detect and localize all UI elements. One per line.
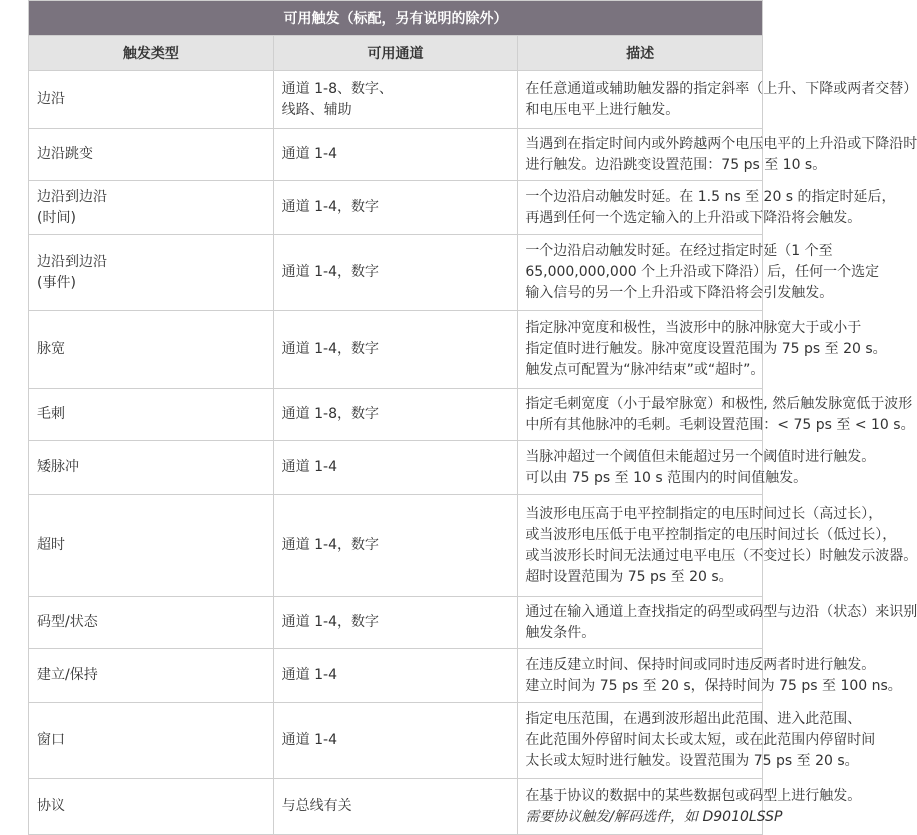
channels-cell-line: 通道 1-4 <box>281 667 337 683</box>
description-cell <box>518 311 887 389</box>
trigger-type-cell <box>29 649 274 703</box>
trigger-type-cell-line: (事件) <box>37 274 76 291</box>
table-row <box>29 71 763 129</box>
description-cell <box>518 71 917 129</box>
trigger-type-cell-line: 毛刺 <box>37 406 65 422</box>
trigger-type-cell <box>29 389 274 441</box>
description-cell-line: 或当波形长时间无法通过电平电压（不变过长）时触发示波器。 <box>525 547 917 564</box>
channels-cell-line: 通道 1-4，数字 <box>281 199 379 215</box>
trigger-type-cell-line: 建立/保持 <box>37 667 98 683</box>
trigger-type-cell-line: 边沿跳变 <box>37 146 93 162</box>
channels-cell <box>273 181 518 235</box>
trigger-type-cell <box>29 235 274 311</box>
description-cell-line: 指定脉冲宽度和极性，当波形中的脉冲脉宽大于或小于 <box>525 320 862 336</box>
description-cell-line: 通过在输入通道上查找指定的码型或码型与边沿（状态）来识别 <box>525 603 917 620</box>
channels-cell <box>273 235 518 311</box>
description-cell-line: 在任意通道或辅助触发器的指定斜率（上升、下降或两者交替） <box>525 80 917 97</box>
channels-cell-line: 通道 1-4，数字 <box>281 341 379 357</box>
description-cell <box>518 703 876 779</box>
table-row <box>29 779 763 835</box>
trigger-type-cell <box>29 71 274 129</box>
trigger-type-cell <box>29 181 274 235</box>
trigger-type-cell-line: 矮脉冲 <box>37 459 79 475</box>
description-cell <box>518 235 880 311</box>
description-cell <box>518 649 902 703</box>
description-cell <box>518 597 917 649</box>
header-trigger-type: 触发类型 <box>29 36 274 71</box>
description-cell-line: 指定毛刺宽度（小于最窄脉宽）和极性, 然后触发脉宽低于波形 <box>525 395 913 412</box>
table-header-row <box>29 36 763 71</box>
channels-cell-line: 通道 1-4 <box>281 459 337 475</box>
description-cell-line: 65,000,000,000 个上升沿或下降沿）后，任何一个选定 <box>525 264 880 280</box>
table-row <box>29 441 763 495</box>
trigger-type-cell-line: 超时 <box>37 537 65 553</box>
trigger-type-cell <box>29 703 274 779</box>
table-row <box>29 235 763 311</box>
description-cell-line: 当波形电压高于电平控制指定的电压时间过长（高过长）， <box>525 505 883 522</box>
trigger-type-cell <box>29 597 274 649</box>
description-cell <box>518 495 917 597</box>
description-cell-line: 当脉冲超过一个阈值但未能超过另一个阈值时进行触发。 <box>525 448 876 465</box>
channels-cell <box>273 495 518 597</box>
description-cell-line: 一个边沿启动触发时延。在 1.5 ns 至 20 s 的指定时延后， <box>525 188 896 205</box>
channels-cell-line: 通道 1-4 <box>281 146 337 162</box>
trigger-table-container <box>28 0 917 835</box>
channels-cell-line: 通道 1-4 <box>281 732 337 748</box>
table-row <box>29 495 763 597</box>
trigger-type-cell-line: 协议 <box>37 798 65 814</box>
description-cell <box>518 779 862 835</box>
table-title-row <box>29 1 763 36</box>
table-title: 可用触发（标配，另有说明的除外） <box>29 1 763 36</box>
trigger-type-cell-line: 码型/状态 <box>37 614 98 630</box>
table-row <box>29 597 763 649</box>
trigger-type-cell <box>29 441 274 495</box>
channels-cell-line: 与总线有关 <box>281 798 352 814</box>
description-cell-line: 太长或太短时进行触发。设置范围为 75 ps 至 20 s。 <box>525 753 859 769</box>
description-cell-line: 输入信号的另一个上升沿或下降沿将会引发触发。 <box>525 285 834 301</box>
table-row <box>29 389 763 441</box>
description-cell-line: 超时设置范围为 75 ps 至 20 s。 <box>525 568 733 585</box>
description-cell <box>518 389 915 441</box>
channels-cell-line: 线路、辅助 <box>281 101 352 118</box>
description-cell-line: 当遇到在指定时间内或外跨越两个电压电平的上升沿或下降沿时 <box>525 135 917 152</box>
option-note: 需要协议触发/解码选件，如 D9010LSSP <box>525 808 783 825</box>
description-cell <box>518 129 917 181</box>
channels-cell-line: 通道 1-4，数字 <box>281 537 379 553</box>
channels-cell <box>273 311 518 389</box>
channels-cell <box>273 703 518 779</box>
trigger-type-cell-line: 边沿 <box>37 91 65 107</box>
description-cell-line: 和电压电平上进行触发。 <box>525 101 680 118</box>
channels-cell <box>273 779 518 835</box>
trigger-table <box>28 0 917 835</box>
channels-cell <box>273 71 518 129</box>
channels-cell-line: 通道 1-4，数字 <box>281 264 379 280</box>
description-cell-line: 触发点可配置为“脉冲结束”或“超时”。 <box>525 362 765 378</box>
description-cell-line: 中所有其他脉冲的毛刺。毛刺设置范围：< 75 ps 至 < 10 s。 <box>525 416 915 433</box>
description-cell-line: 可以由 75 ps 至 10 s 范围内的时间值触发。 <box>525 469 808 486</box>
trigger-type-cell-line: 脉宽 <box>37 341 65 357</box>
channels-cell <box>273 597 518 649</box>
table-body <box>29 71 917 835</box>
description-cell-line: 触发条件。 <box>525 624 596 641</box>
channels-cell-line: 通道 1-4，数字 <box>281 614 379 630</box>
channels-cell-line: 通道 1-8，数字 <box>281 406 379 422</box>
table-row <box>29 311 763 389</box>
description-cell-line: 再遇到任何一个选定输入的上升沿或下降沿将会触发。 <box>525 209 862 226</box>
description-cell <box>518 441 876 495</box>
trigger-type-cell <box>29 311 274 389</box>
header-description: 描述 <box>518 36 763 71</box>
trigger-type-cell <box>29 495 274 597</box>
description-cell-line: 指定值时进行触发。脉冲宽度设置范围为 75 ps 至 20 s。 <box>525 341 887 357</box>
table-row <box>29 181 763 235</box>
channels-cell <box>273 129 518 181</box>
trigger-type-cell-line: 窗口 <box>37 732 65 748</box>
table-row <box>29 649 763 703</box>
description-cell <box>518 181 896 235</box>
trigger-type-cell-line: (时间) <box>37 209 76 226</box>
description-cell-line: 一个边沿启动触发时延。在经过指定时延（1 个至 <box>525 243 833 259</box>
channels-cell <box>273 649 518 703</box>
channels-cell-line: 通道 1-8、数字、 <box>281 80 393 97</box>
description-cell-line: 或当波形电压低于电平控制指定的电压时间过长（低过长）， <box>525 526 897 543</box>
channels-cell <box>273 389 518 441</box>
table-row <box>29 703 763 779</box>
header-channels: 可用通道 <box>273 36 518 71</box>
description-cell-line: 在违反建立时间、保持时间或同时违反两者时进行触发。 <box>525 656 876 673</box>
description-cell-line: 指定电压范围，在遇到波形超出此范围、进入此范围、 <box>525 711 862 727</box>
description-cell-line: 建立时间为 75 ps 至 20 s，保持时间为 75 ps 至 100 ns。 <box>525 677 902 694</box>
trigger-type-cell-line: 边沿到边沿 <box>37 253 107 270</box>
description-cell-line: 进行触发。边沿跳变设置范围：75 ps 至 10 s。 <box>525 156 827 173</box>
description-cell-line: 在基于协议的数据中的某些数据包或码型上进行触发。 <box>525 787 862 804</box>
trigger-type-cell <box>29 779 274 835</box>
trigger-type-cell <box>29 129 274 181</box>
channels-cell <box>273 441 518 495</box>
trigger-type-cell-line: 边沿到边沿 <box>37 188 107 205</box>
description-cell-line: 在此范围外停留时间太长或太短，或在此范围内停留时间 <box>525 732 876 748</box>
table-row <box>29 129 763 181</box>
